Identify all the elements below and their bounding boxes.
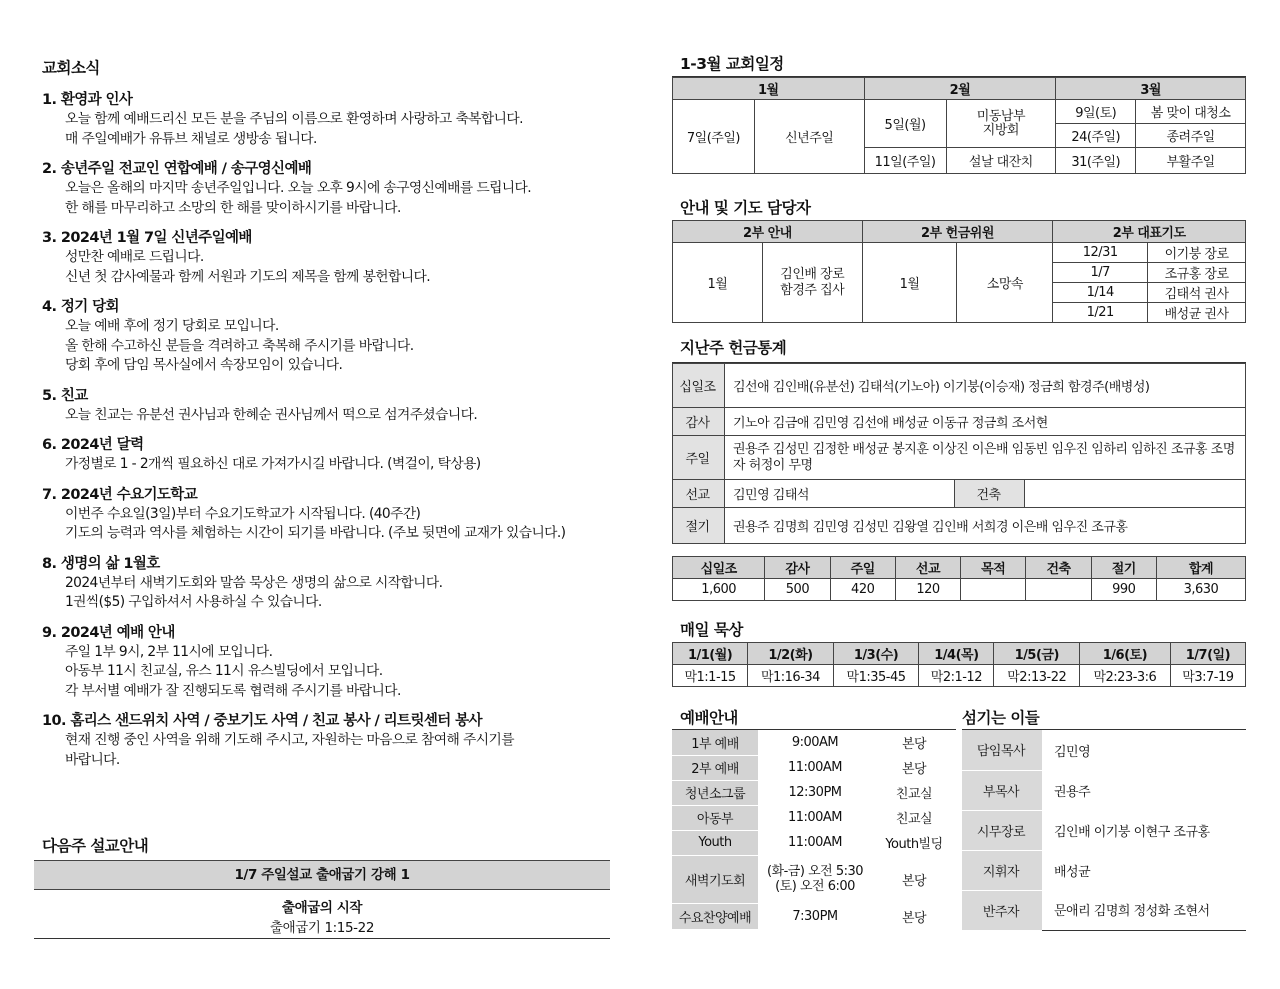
news-text: 아동부 11시 친교실, 유스 11시 유스빌딩에서 모입니다. — [65, 663, 383, 679]
schedule-date: 24(주일) — [1056, 124, 1136, 148]
news-text: 바랍니다. — [65, 751, 120, 768]
prayer-date: 12/31 — [1053, 243, 1148, 263]
news-text: 신년 첫 감사예물과 함께 서원과 기도의 제목을 함께 봉헌합니다. — [65, 268, 430, 285]
news-title: 교회소식 — [42, 59, 100, 77]
news-item — [42, 297, 608, 376]
service-name: 1부 예배 — [672, 730, 758, 755]
prayer-name: 배성균 권사 — [1148, 303, 1246, 323]
news-item — [42, 90, 608, 149]
staff-role: 지휘자 — [962, 850, 1042, 890]
staff-title: 섬기는 이들 — [962, 709, 1040, 727]
offering-table-wrap — [672, 362, 1246, 544]
schedule-event: 신년주일 — [754, 100, 864, 174]
right-page — [672, 48, 1246, 948]
staff-role: 반주자 — [962, 890, 1042, 930]
news-text: 오늘 함께 예배드리신 모든 분을 주님의 이름으로 환영하며 사랑하고 축복합니다. — [65, 111, 523, 127]
prayer-name: 조규홍 장로 — [1148, 263, 1246, 283]
totals-header: 목적 — [961, 557, 1026, 579]
news-text: 당회 후에 담임 목사실에서 속장모임이 있습니다. — [65, 357, 343, 373]
meditation-day: 1/7(일) — [1170, 643, 1245, 665]
totals-header: 주일 — [830, 557, 895, 579]
prayer-date: 1/21 — [1053, 303, 1148, 323]
meditation-day: 1/2(화) — [748, 643, 834, 665]
news-heading: 2. 송년주일 전교인 연합예배 / 송구영신예배 — [42, 161, 312, 177]
sermon-main-title: 출애굽의 시작 — [281, 900, 363, 916]
meditation-day: 1/5(금) — [994, 643, 1080, 665]
totals-value: 3,630 — [1156, 579, 1245, 601]
offering-label: 감사 — [673, 408, 725, 436]
meditation-table-wrap — [672, 642, 1246, 687]
offering-label: 주일 — [673, 436, 725, 480]
news-text: 이번주 수요일(3일)부터 수요기도학교가 시작됩니다. (40주간) — [65, 505, 421, 522]
meditation-day: 1/3(수) — [833, 643, 919, 665]
schedule-title: 1-3월 교회일정 — [680, 55, 784, 73]
service-time: 11:00AM — [758, 755, 872, 780]
news-heading: 6. 2024년 달력 — [42, 437, 144, 453]
service-time: 9:00AM — [758, 730, 872, 755]
prayer-date: 1/7 — [1053, 263, 1148, 283]
news-item — [42, 386, 608, 426]
duty-table — [672, 220, 1246, 323]
totals-value: 990 — [1091, 579, 1156, 601]
offering-label: 절기 — [673, 508, 725, 544]
news-item — [42, 228, 608, 287]
divider — [34, 938, 610, 939]
schedule-date: 31(주일) — [1056, 148, 1136, 174]
schedule-event: 봄 맞이 대청소 — [1136, 100, 1246, 124]
totals-table-wrap — [672, 556, 1246, 601]
totals-value — [961, 579, 1026, 601]
news-text: 오늘 친교는 유분선 권사님과 한혜순 권사님께서 떡으로 섬겨주셨습니다. — [65, 406, 478, 423]
news-text: 현재 진행 중인 사역을 위해 기도해 주시고, 자원하는 마음으로 참여해 주시기를 — [65, 732, 514, 748]
sermon-title: 다음주 설교안내 — [42, 837, 149, 855]
news-text: 매 주일예배가 유튜브 채널로 생방송 됩니다. — [65, 130, 317, 147]
service-place: 본당 — [872, 903, 956, 929]
meditation-passage: 막1:35-45 — [833, 665, 919, 687]
news-item — [42, 159, 608, 218]
offering-names: 소망속 — [957, 243, 1053, 323]
sermon-bar: 1/7 주일설교 출애굽기 강해 1 — [34, 860, 610, 890]
totals-value: 1,600 — [673, 579, 765, 601]
meditation-table — [672, 642, 1246, 687]
totals-table — [672, 556, 1246, 601]
meditation-day: 1/4(목) — [919, 643, 994, 665]
schedule-date: 5일(월) — [864, 100, 946, 148]
totals-header: 선교 — [895, 557, 960, 579]
guide-names: 김인배 장로 함경주 집사 — [762, 243, 862, 323]
totals-value: 500 — [765, 579, 830, 601]
service-name: 2부 예배 — [672, 755, 758, 780]
prayer-name: 김태석 권사 — [1148, 283, 1246, 303]
offering-names: 김민영 김태석 — [725, 480, 955, 508]
staff-role: 부목사 — [962, 770, 1042, 810]
news-heading: 1. 환영과 인사 — [42, 92, 133, 108]
staff-names: 권용주 — [1054, 784, 1091, 800]
news-text: 2024년부터 새벽기도회와 말씀 묵상은 생명의 삶으로 시작합니다. — [65, 574, 443, 591]
service-place: 친교실 — [872, 805, 956, 830]
month-header: 3월 — [1056, 78, 1246, 100]
guide-month: 1월 — [673, 243, 763, 323]
totals-header: 건축 — [1026, 557, 1091, 579]
news-text: 1권씩($5) 구입하셔서 사용하실 수 있습니다. — [65, 594, 322, 610]
offering-label: 십일조 — [673, 364, 725, 408]
meditation-day: 1/1(월) — [673, 643, 748, 665]
meditation-passage: 막3:7-19 — [1170, 665, 1245, 687]
news-item — [42, 711, 608, 770]
offering-label: 건축 — [955, 480, 1025, 508]
service-name: 아동부 — [672, 805, 758, 830]
offering-names: 기노아 김금애 김민영 김선애 배성균 이동규 정금희 조서현 — [725, 408, 1246, 436]
news-list — [42, 90, 608, 780]
schedule-date: 11일(주일) — [864, 148, 946, 174]
news-heading: 4. 정기 당회 — [42, 299, 119, 315]
service-time: 12:30PM — [758, 780, 872, 805]
sermon-scripture: 출애굽기 1:15-22 — [269, 920, 375, 936]
staff-names: 김인배 이기붕 이현구 조규홍 — [1054, 824, 1210, 840]
meditation-passage: 막2:23-3:6 — [1080, 665, 1171, 687]
news-text: 가정별로 1 - 2개씩 필요하신 대로 가져가시길 바랍니다. (벽걸이, 탁상용) — [65, 456, 481, 472]
schedule-event: 설날 대잔치 — [946, 148, 1056, 174]
news-text: 오늘 예배 후에 정기 당회로 모입니다. — [65, 318, 279, 334]
staff-names: 문애리 김명희 정성화 조현서 — [1054, 904, 1210, 920]
month-header: 2월 — [864, 78, 1056, 100]
meditation-title: 매일 묵상 — [680, 621, 743, 639]
news-heading: 7. 2024년 수요기도학교 — [42, 486, 198, 503]
totals-value: 120 — [895, 579, 960, 601]
service-place: 본당 — [872, 755, 956, 780]
totals-header: 합계 — [1156, 557, 1245, 579]
meditation-passage: 막1:1-15 — [673, 665, 748, 687]
service-name: 청년소그룹 — [672, 780, 758, 805]
schedule-table-wrap — [672, 76, 1246, 174]
staff-role: 시무장로 — [962, 810, 1042, 850]
services-table-wrap — [672, 729, 956, 930]
service-place: 본당 — [872, 730, 956, 755]
offering-month: 1월 — [862, 243, 957, 323]
duty-table-wrap — [672, 220, 1246, 323]
prayer-date: 1/14 — [1053, 283, 1148, 303]
totals-header: 십일조 — [673, 557, 765, 579]
news-heading: 3. 2024년 1월 7일 신년주일예배 — [42, 230, 252, 246]
schedule-event: 미동남부 지방회 — [946, 100, 1056, 148]
news-item — [42, 623, 608, 702]
schedule-table — [672, 77, 1246, 174]
service-place: 친교실 — [872, 780, 956, 805]
news-text: 각 부서별 예배가 잘 진행되도록 협력해 주시기를 바랍니다. — [65, 682, 401, 699]
service-name: 새벽기도회 — [672, 855, 758, 903]
news-text: 기도의 능력과 역사를 체험하는 시간이 되기를 바랍니다. (주보 뒷면에 교재가 있습니다.) — [65, 525, 566, 541]
sermon-box — [34, 860, 610, 939]
totals-value: 420 — [830, 579, 895, 601]
duty-title: 안내 및 기도 담당자 — [680, 199, 811, 217]
duty-header: 2부 헌금위원 — [862, 221, 1053, 243]
service-time: 7:30PM — [758, 903, 872, 929]
meditation-day: 1/6(토) — [1080, 643, 1171, 665]
news-text: 한 해를 마무리하고 소망의 한 해를 맞이하시기를 바랍니다. — [65, 199, 401, 216]
meditation-passage: 막1:16-34 — [748, 665, 834, 687]
staff-table — [962, 730, 1246, 931]
offering-title: 지난주 헌금통계 — [680, 339, 787, 357]
duty-header: 2부 대표기도 — [1053, 221, 1246, 243]
service-name: 수요찬양예배 — [672, 903, 758, 929]
schedule-event: 종려주일 — [1136, 124, 1246, 148]
service-name: Youth — [672, 830, 758, 855]
news-text: 주일 1부 9시, 2부 11시에 모입니다. — [65, 643, 273, 660]
prayer-name: 이기붕 장로 — [1148, 243, 1246, 263]
service-place: Youth빌딩 — [872, 830, 956, 855]
staff-names: 김민영 — [1054, 744, 1091, 760]
offering-table — [672, 363, 1246, 544]
news-text: 오늘은 올해의 마지막 송년주일입니다. 오늘 오후 9시에 송구영신예배를 드립니다. — [65, 180, 532, 196]
news-heading: 10. 홈리스 샌드위치 사역 / 중보기도 사역 / 친교 봉사 / 리트릿센터 봉사 — [42, 713, 482, 729]
staff-names: 배성균 — [1054, 864, 1091, 880]
service-time: 11:00AM — [758, 805, 872, 830]
offering-names: 권용주 김명희 김민영 김성민 김왕열 김인배 서희경 이은배 임우진 조규홍 — [725, 508, 1246, 544]
news-heading: 5. 친교 — [42, 387, 88, 404]
offering-names — [1025, 480, 1246, 508]
news-text: 성만찬 예배로 드립니다. — [65, 249, 204, 265]
staff-table-wrap — [962, 729, 1246, 931]
news-heading: 8. 생명의 삶 1월호 — [42, 555, 160, 572]
news-text: 올 한해 수고하신 분들을 격려하고 축복해 주시기를 바랍니다. — [65, 337, 414, 354]
service-time: (화-금) 오전 5:30 (토) 오전 6:00 — [758, 855, 872, 903]
offering-names: 김선애 김인배(유분선) 김태석(기노아) 이기붕(이승재) 정금희 함경주(배병성) — [725, 364, 1246, 408]
services-title: 예배안내 — [680, 709, 738, 727]
news-heading: 9. 2024년 예배 안내 — [42, 624, 175, 641]
totals-header: 감사 — [765, 557, 830, 579]
schedule-event: 부활주일 — [1136, 148, 1246, 174]
totals-header: 절기 — [1091, 557, 1156, 579]
left-page — [34, 48, 610, 948]
news-item — [42, 485, 608, 544]
news-item — [42, 554, 608, 613]
service-time: 11:00AM — [758, 830, 872, 855]
services-table — [672, 730, 956, 930]
offering-names: 권용주 김성민 김정한 배성균 봉지훈 이상진 이은배 임동빈 임우진 임하리 임하진 조규홍 조명자 허정이 무명 — [725, 436, 1246, 480]
staff-role: 담임목사 — [962, 730, 1042, 770]
schedule-date: 7일(주일) — [673, 100, 755, 174]
service-place: 본당 — [872, 855, 956, 903]
duty-header: 2부 안내 — [673, 221, 863, 243]
month-header: 1월 — [673, 78, 865, 100]
schedule-date: 9일(토) — [1056, 100, 1136, 124]
meditation-passage: 막2:13-22 — [994, 665, 1080, 687]
meditation-passage: 막2:1-12 — [919, 665, 994, 687]
news-item — [42, 435, 608, 475]
offering-label: 선교 — [673, 480, 725, 508]
totals-value — [1026, 579, 1091, 601]
